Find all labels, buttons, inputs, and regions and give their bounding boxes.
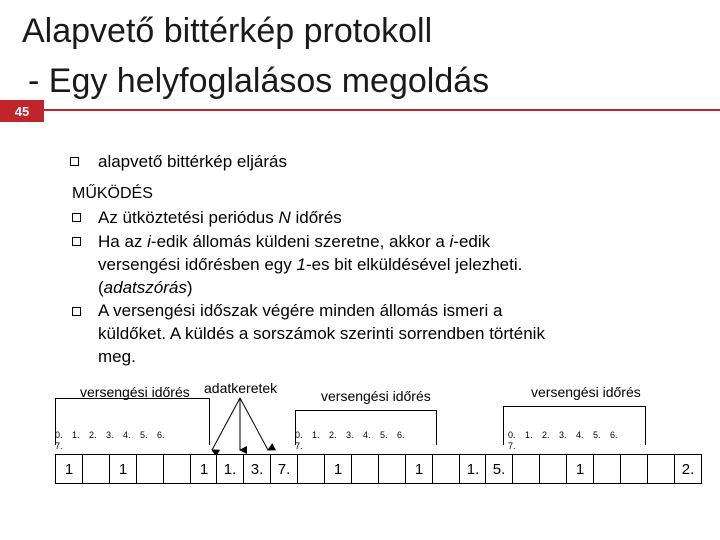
slot-index-label: 0.	[295, 430, 303, 440]
slot-index-label: 3.	[559, 430, 567, 440]
bitmap-cell: 1	[324, 454, 352, 484]
slot-index-label: 7.	[55, 441, 63, 451]
page-number-badge: 45	[0, 100, 44, 122]
bitmap-cell	[163, 454, 191, 484]
slot-index-label: 2.	[542, 430, 550, 440]
slot-index-label: 0.	[55, 430, 63, 440]
bitmap-cell: 1	[405, 454, 433, 484]
bitmap-cell: 1	[190, 454, 218, 484]
slot-index-label: 1.	[72, 430, 80, 440]
bullet-2-line-3: (adatszórás)	[98, 278, 193, 297]
contention-label-3: versengési időrés	[531, 384, 641, 400]
slot-index-label: 2.	[89, 430, 97, 440]
bullet-2-line-1: Ha az i-edik állomás küldeni szeretne, akkor a i-edik	[98, 232, 491, 251]
bullet-1-text: Az ütköztetési periódus N időrés	[98, 208, 342, 227]
bitmap-cell: 1	[109, 454, 137, 484]
bitmap-cell	[512, 454, 540, 484]
bitmap-cell	[136, 454, 164, 484]
bitmap-cell	[297, 454, 325, 484]
slot-index-label: 6.	[397, 430, 405, 440]
slot-index-label: 6.	[157, 430, 165, 440]
bitmap-cell: 1	[566, 454, 594, 484]
bitmap-cell: 3.	[243, 454, 271, 484]
slot-index-label: 3.	[346, 430, 354, 440]
slot-index-label: 7.	[295, 441, 303, 451]
bitmap-cell: 7.	[270, 454, 298, 484]
page-title-line-2: - Egy helyfoglalásos megoldás	[28, 62, 490, 100]
bullet-3-line-2: küldőket. A küldés a sorszámok szerinti sorrendben történik	[98, 324, 545, 343]
bitmap-cell	[647, 454, 675, 484]
bitmap-cell: 1.	[459, 454, 487, 484]
bullet-3-line-3: meg.	[98, 347, 136, 366]
heading-bullet-text: alapvető bittérkép eljárás	[98, 152, 288, 171]
slot-index-label: 6.	[610, 430, 618, 440]
bullet-2-line-2: versengési időrésben egy 1-es bit elküldésével jelezheti.	[98, 255, 523, 274]
bitmap-cell	[620, 454, 648, 484]
slot-index-label: 4.	[363, 430, 371, 440]
slot-index-label: 4.	[123, 430, 131, 440]
page-title-line-1: Alapvető bittérkép protokoll	[22, 12, 433, 50]
slot-index-label: 5.	[380, 430, 388, 440]
slot-index-label: 7.	[508, 441, 516, 451]
slot-index-label: 4.	[576, 430, 584, 440]
bitmap-cell: 1	[55, 454, 83, 484]
bitmap-cell: 5.	[485, 454, 513, 484]
arrow-to-frame-7	[240, 398, 268, 450]
slot-index-label: 5.	[140, 430, 148, 440]
slot-index-label: 3.	[106, 430, 114, 440]
bitmap-cell	[593, 454, 621, 484]
arrow-to-frame-1	[212, 398, 240, 450]
bullet-3-line-1: A versengési időszak végére minden állomás ismeri a	[98, 301, 503, 320]
slot-index-label: 0.	[508, 430, 516, 440]
slot-index-label: 5.	[593, 430, 601, 440]
data-frames-label: adatkeretek	[204, 380, 278, 396]
bitmap-cell	[351, 454, 379, 484]
section-title: MŰKÖDÉS	[72, 185, 153, 202]
bitmap-cell: 2.	[674, 454, 702, 484]
bitmap-cell	[539, 454, 567, 484]
slot-index-label: 2.	[329, 430, 337, 440]
bitmap-cell	[82, 454, 110, 484]
slot-index-label: 1.	[525, 430, 533, 440]
bitmap-cell	[378, 454, 406, 484]
bitmap-cell: 1.	[216, 454, 244, 484]
contention-label-1: versengési időrés	[80, 384, 190, 400]
slot-index-label: 1.	[312, 430, 320, 440]
contention-label-2: versengési időrés	[321, 388, 431, 404]
bitmap-cell	[432, 454, 460, 484]
